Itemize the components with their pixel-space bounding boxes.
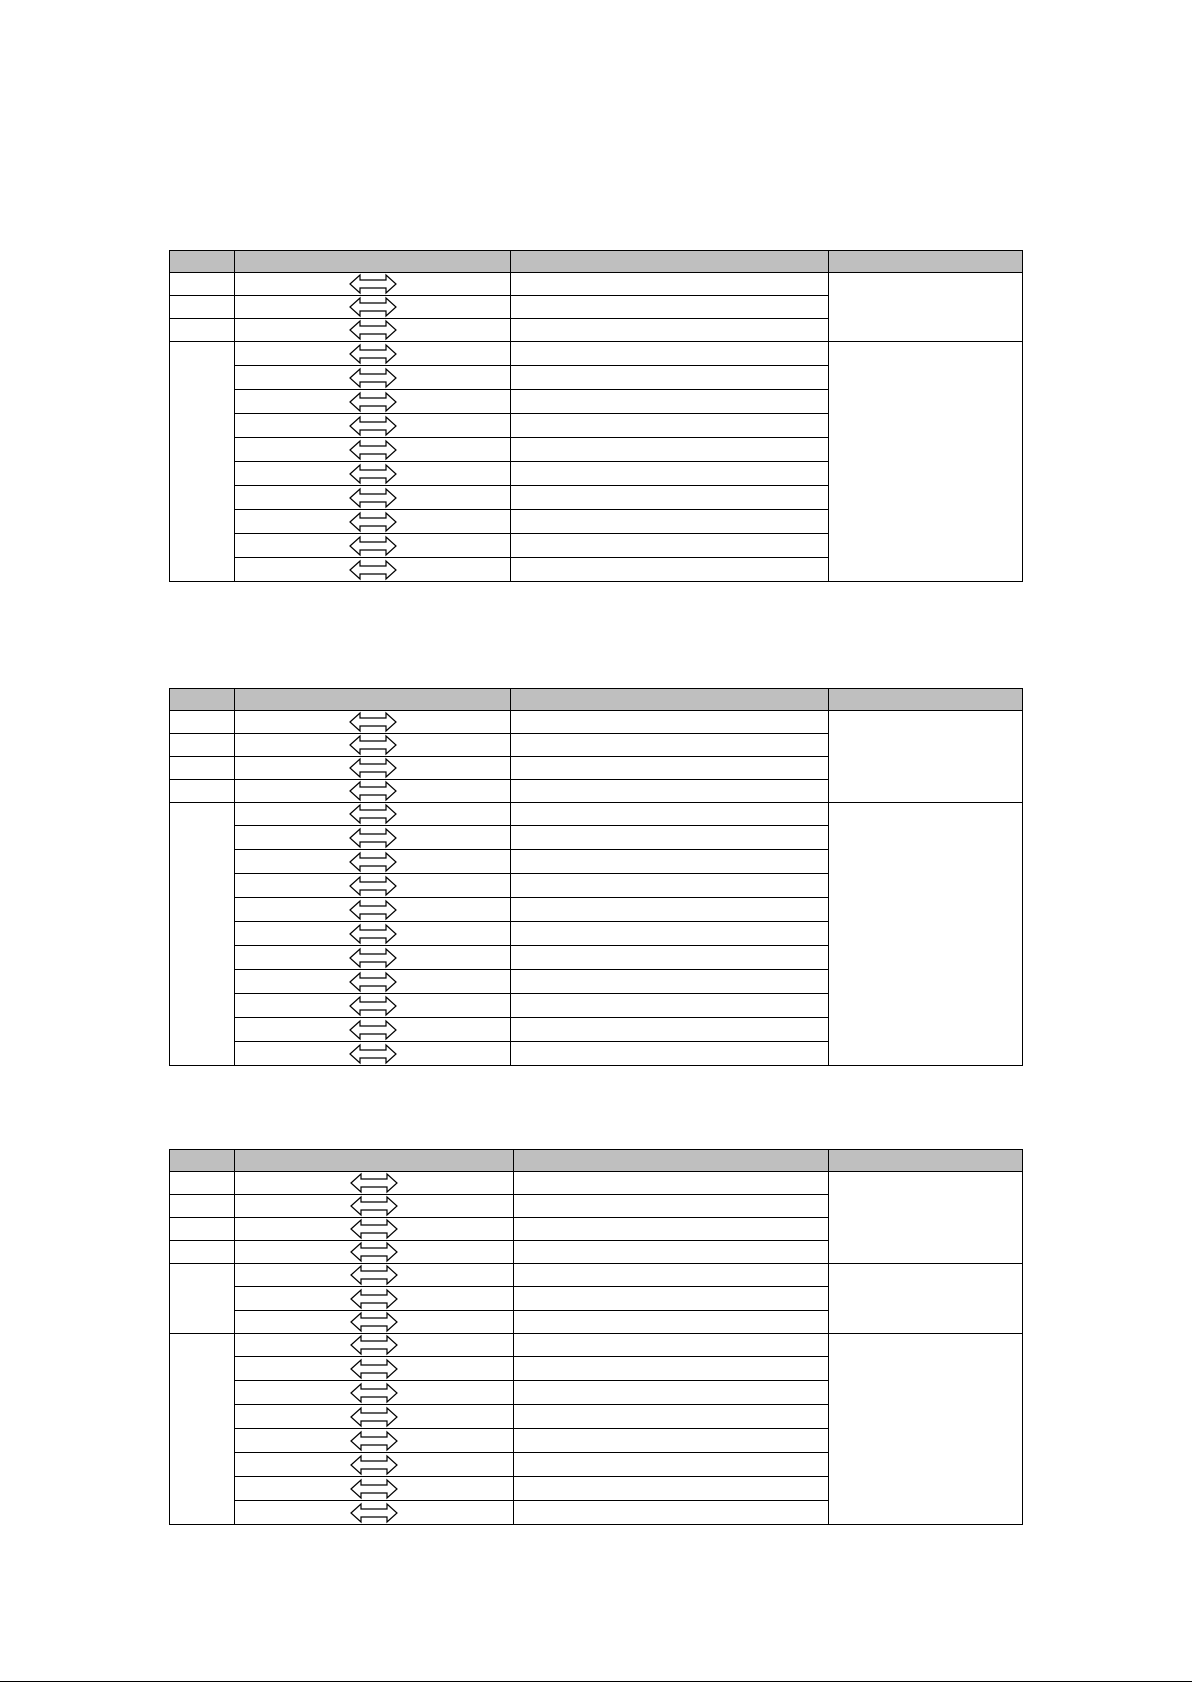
table-header-row — [170, 689, 1023, 711]
value-cell — [511, 319, 829, 342]
arrow-cell — [235, 1042, 511, 1066]
mapping-table-2 — [169, 688, 1023, 1066]
value-cell — [511, 273, 829, 296]
double-arrow-icon — [350, 1334, 398, 1356]
page-bottom-rule — [0, 1681, 1192, 1682]
row-label-cell — [170, 734, 235, 757]
arrow-cell — [235, 1218, 514, 1241]
value-cell — [514, 1453, 829, 1477]
arrow-cell — [235, 1287, 514, 1311]
value-cell — [514, 1218, 829, 1241]
double-arrow-icon — [349, 780, 397, 802]
double-arrow-icon — [349, 947, 397, 969]
arrow-cell — [235, 780, 511, 803]
double-arrow-icon — [349, 923, 397, 945]
arrow-cell — [235, 850, 511, 874]
double-arrow-icon — [350, 1478, 398, 1500]
mapping-table-3 — [169, 1149, 1023, 1525]
arrow-cell — [235, 1357, 514, 1381]
value-cell — [511, 438, 829, 462]
arrow-cell — [235, 1477, 514, 1501]
arrow-cell — [235, 1429, 514, 1453]
value-cell — [511, 780, 829, 803]
header-cell — [511, 689, 829, 711]
double-arrow-icon — [349, 463, 397, 485]
row-label-cell — [170, 296, 235, 319]
arrow-cell — [235, 1381, 514, 1405]
double-arrow-icon — [350, 1382, 398, 1404]
arrow-cell — [235, 946, 511, 970]
arrow-cell — [235, 1405, 514, 1429]
double-arrow-icon — [350, 1195, 398, 1217]
arrow-cell — [235, 296, 511, 319]
double-arrow-icon — [349, 1019, 397, 1041]
arrow-cell — [235, 1195, 514, 1218]
header-cell — [829, 689, 1023, 711]
row-label-cell — [170, 757, 235, 780]
value-cell — [511, 558, 829, 582]
table-row — [170, 1264, 1023, 1287]
table-header-row — [170, 1150, 1023, 1172]
double-arrow-icon — [349, 827, 397, 849]
double-arrow-icon — [349, 899, 397, 921]
arrow-cell — [235, 711, 511, 734]
value-cell — [511, 486, 829, 510]
group-note-cell — [829, 1172, 1023, 1264]
arrow-cell — [235, 273, 511, 296]
header-cell — [511, 251, 829, 273]
group-note-cell — [829, 1334, 1023, 1525]
value-cell — [511, 1042, 829, 1066]
arrow-cell — [235, 757, 511, 780]
value-cell — [511, 734, 829, 757]
row-label-cell — [170, 1334, 235, 1525]
value-cell — [511, 922, 829, 946]
double-arrow-icon — [350, 1264, 398, 1286]
double-arrow-icon — [350, 1288, 398, 1310]
group-note-cell — [829, 342, 1023, 582]
value-cell — [511, 970, 829, 994]
row-label-cell — [170, 1264, 235, 1334]
value-cell — [511, 994, 829, 1018]
value-cell — [514, 1311, 829, 1334]
double-arrow-icon — [349, 367, 397, 389]
row-label-cell — [170, 780, 235, 803]
arrow-cell — [235, 994, 511, 1018]
value-cell — [514, 1429, 829, 1453]
header-cell — [170, 689, 235, 711]
value-cell — [514, 1381, 829, 1405]
value-cell — [511, 757, 829, 780]
group-note-cell — [829, 273, 1023, 342]
group-note-cell — [829, 711, 1023, 803]
table-row — [170, 1172, 1023, 1195]
arrow-cell — [235, 438, 511, 462]
row-label-cell — [170, 273, 235, 296]
arrow-cell — [235, 319, 511, 342]
double-arrow-icon — [349, 711, 397, 733]
header-cell — [235, 1150, 514, 1172]
arrow-cell — [235, 1264, 514, 1287]
double-arrow-icon — [349, 439, 397, 461]
value-cell — [511, 534, 829, 558]
value-cell — [511, 711, 829, 734]
double-arrow-icon — [349, 511, 397, 533]
row-label-cell — [170, 342, 235, 582]
arrow-cell — [235, 1311, 514, 1334]
double-arrow-icon — [349, 559, 397, 581]
value-cell — [514, 1334, 829, 1357]
double-arrow-icon — [350, 1430, 398, 1452]
double-arrow-icon — [350, 1358, 398, 1380]
value-cell — [514, 1477, 829, 1501]
row-label-cell — [170, 1241, 235, 1264]
double-arrow-icon — [349, 296, 397, 318]
row-label-cell — [170, 1172, 235, 1195]
row-label-cell — [170, 1218, 235, 1241]
value-cell — [511, 826, 829, 850]
value-cell — [511, 898, 829, 922]
arrow-cell — [235, 558, 511, 582]
value-cell — [511, 390, 829, 414]
value-cell — [511, 414, 829, 438]
table-row — [170, 711, 1023, 734]
double-arrow-icon — [349, 803, 397, 825]
arrow-cell — [235, 1172, 514, 1195]
group-note-cell — [829, 803, 1023, 1066]
value-cell — [514, 1357, 829, 1381]
header-cell — [829, 1150, 1023, 1172]
double-arrow-icon — [349, 734, 397, 756]
double-arrow-icon — [350, 1241, 398, 1263]
header-cell — [235, 251, 511, 273]
value-cell — [511, 1018, 829, 1042]
value-cell — [511, 803, 829, 826]
row-label-cell — [170, 803, 235, 1066]
value-cell — [511, 850, 829, 874]
double-arrow-icon — [349, 391, 397, 413]
arrow-cell — [235, 486, 511, 510]
double-arrow-icon — [350, 1454, 398, 1476]
double-arrow-icon — [350, 1311, 398, 1333]
table-row — [170, 803, 1023, 826]
header-cell — [235, 689, 511, 711]
row-label-cell — [170, 711, 235, 734]
arrow-cell — [235, 803, 511, 826]
mapping-table-1 — [169, 250, 1023, 582]
header-cell — [170, 1150, 235, 1172]
double-arrow-icon — [349, 273, 397, 295]
double-arrow-icon — [350, 1218, 398, 1240]
value-cell — [511, 342, 829, 366]
value-cell — [511, 874, 829, 898]
double-arrow-icon — [349, 487, 397, 509]
double-arrow-icon — [350, 1502, 398, 1524]
row-label-cell — [170, 1195, 235, 1218]
arrow-cell — [235, 922, 511, 946]
double-arrow-icon — [349, 1043, 397, 1065]
value-cell — [511, 366, 829, 390]
arrow-cell — [235, 874, 511, 898]
value-cell — [514, 1501, 829, 1525]
table-header-row — [170, 251, 1023, 273]
arrow-cell — [235, 826, 511, 850]
header-cell — [829, 251, 1023, 273]
value-cell — [514, 1405, 829, 1429]
arrow-cell — [235, 1018, 511, 1042]
double-arrow-icon — [349, 319, 397, 341]
double-arrow-icon — [349, 343, 397, 365]
arrow-cell — [235, 970, 511, 994]
arrow-cell — [235, 1501, 514, 1525]
value-cell — [511, 296, 829, 319]
double-arrow-icon — [350, 1172, 398, 1194]
row-label-cell — [170, 319, 235, 342]
value-cell — [514, 1241, 829, 1264]
arrow-cell — [235, 414, 511, 438]
value-cell — [511, 946, 829, 970]
arrow-cell — [235, 510, 511, 534]
table-row — [170, 273, 1023, 296]
arrow-cell — [235, 734, 511, 757]
double-arrow-icon — [349, 971, 397, 993]
double-arrow-icon — [349, 757, 397, 779]
header-cell — [170, 251, 235, 273]
value-cell — [511, 510, 829, 534]
value-cell — [514, 1287, 829, 1311]
table-row — [170, 342, 1023, 366]
arrow-cell — [235, 534, 511, 558]
arrow-cell — [235, 390, 511, 414]
arrow-cell — [235, 1334, 514, 1357]
double-arrow-icon — [349, 851, 397, 873]
arrow-cell — [235, 1241, 514, 1264]
value-cell — [514, 1172, 829, 1195]
double-arrow-icon — [349, 995, 397, 1017]
arrow-cell — [235, 1453, 514, 1477]
arrow-cell — [235, 898, 511, 922]
arrow-cell — [235, 462, 511, 486]
value-cell — [514, 1195, 829, 1218]
arrow-cell — [235, 342, 511, 366]
group-note-cell — [829, 1264, 1023, 1334]
value-cell — [514, 1264, 829, 1287]
arrow-cell — [235, 366, 511, 390]
table-row — [170, 1334, 1023, 1357]
value-cell — [511, 462, 829, 486]
header-cell — [514, 1150, 829, 1172]
double-arrow-icon — [349, 415, 397, 437]
double-arrow-icon — [349, 535, 397, 557]
double-arrow-icon — [349, 875, 397, 897]
double-arrow-icon — [350, 1406, 398, 1428]
